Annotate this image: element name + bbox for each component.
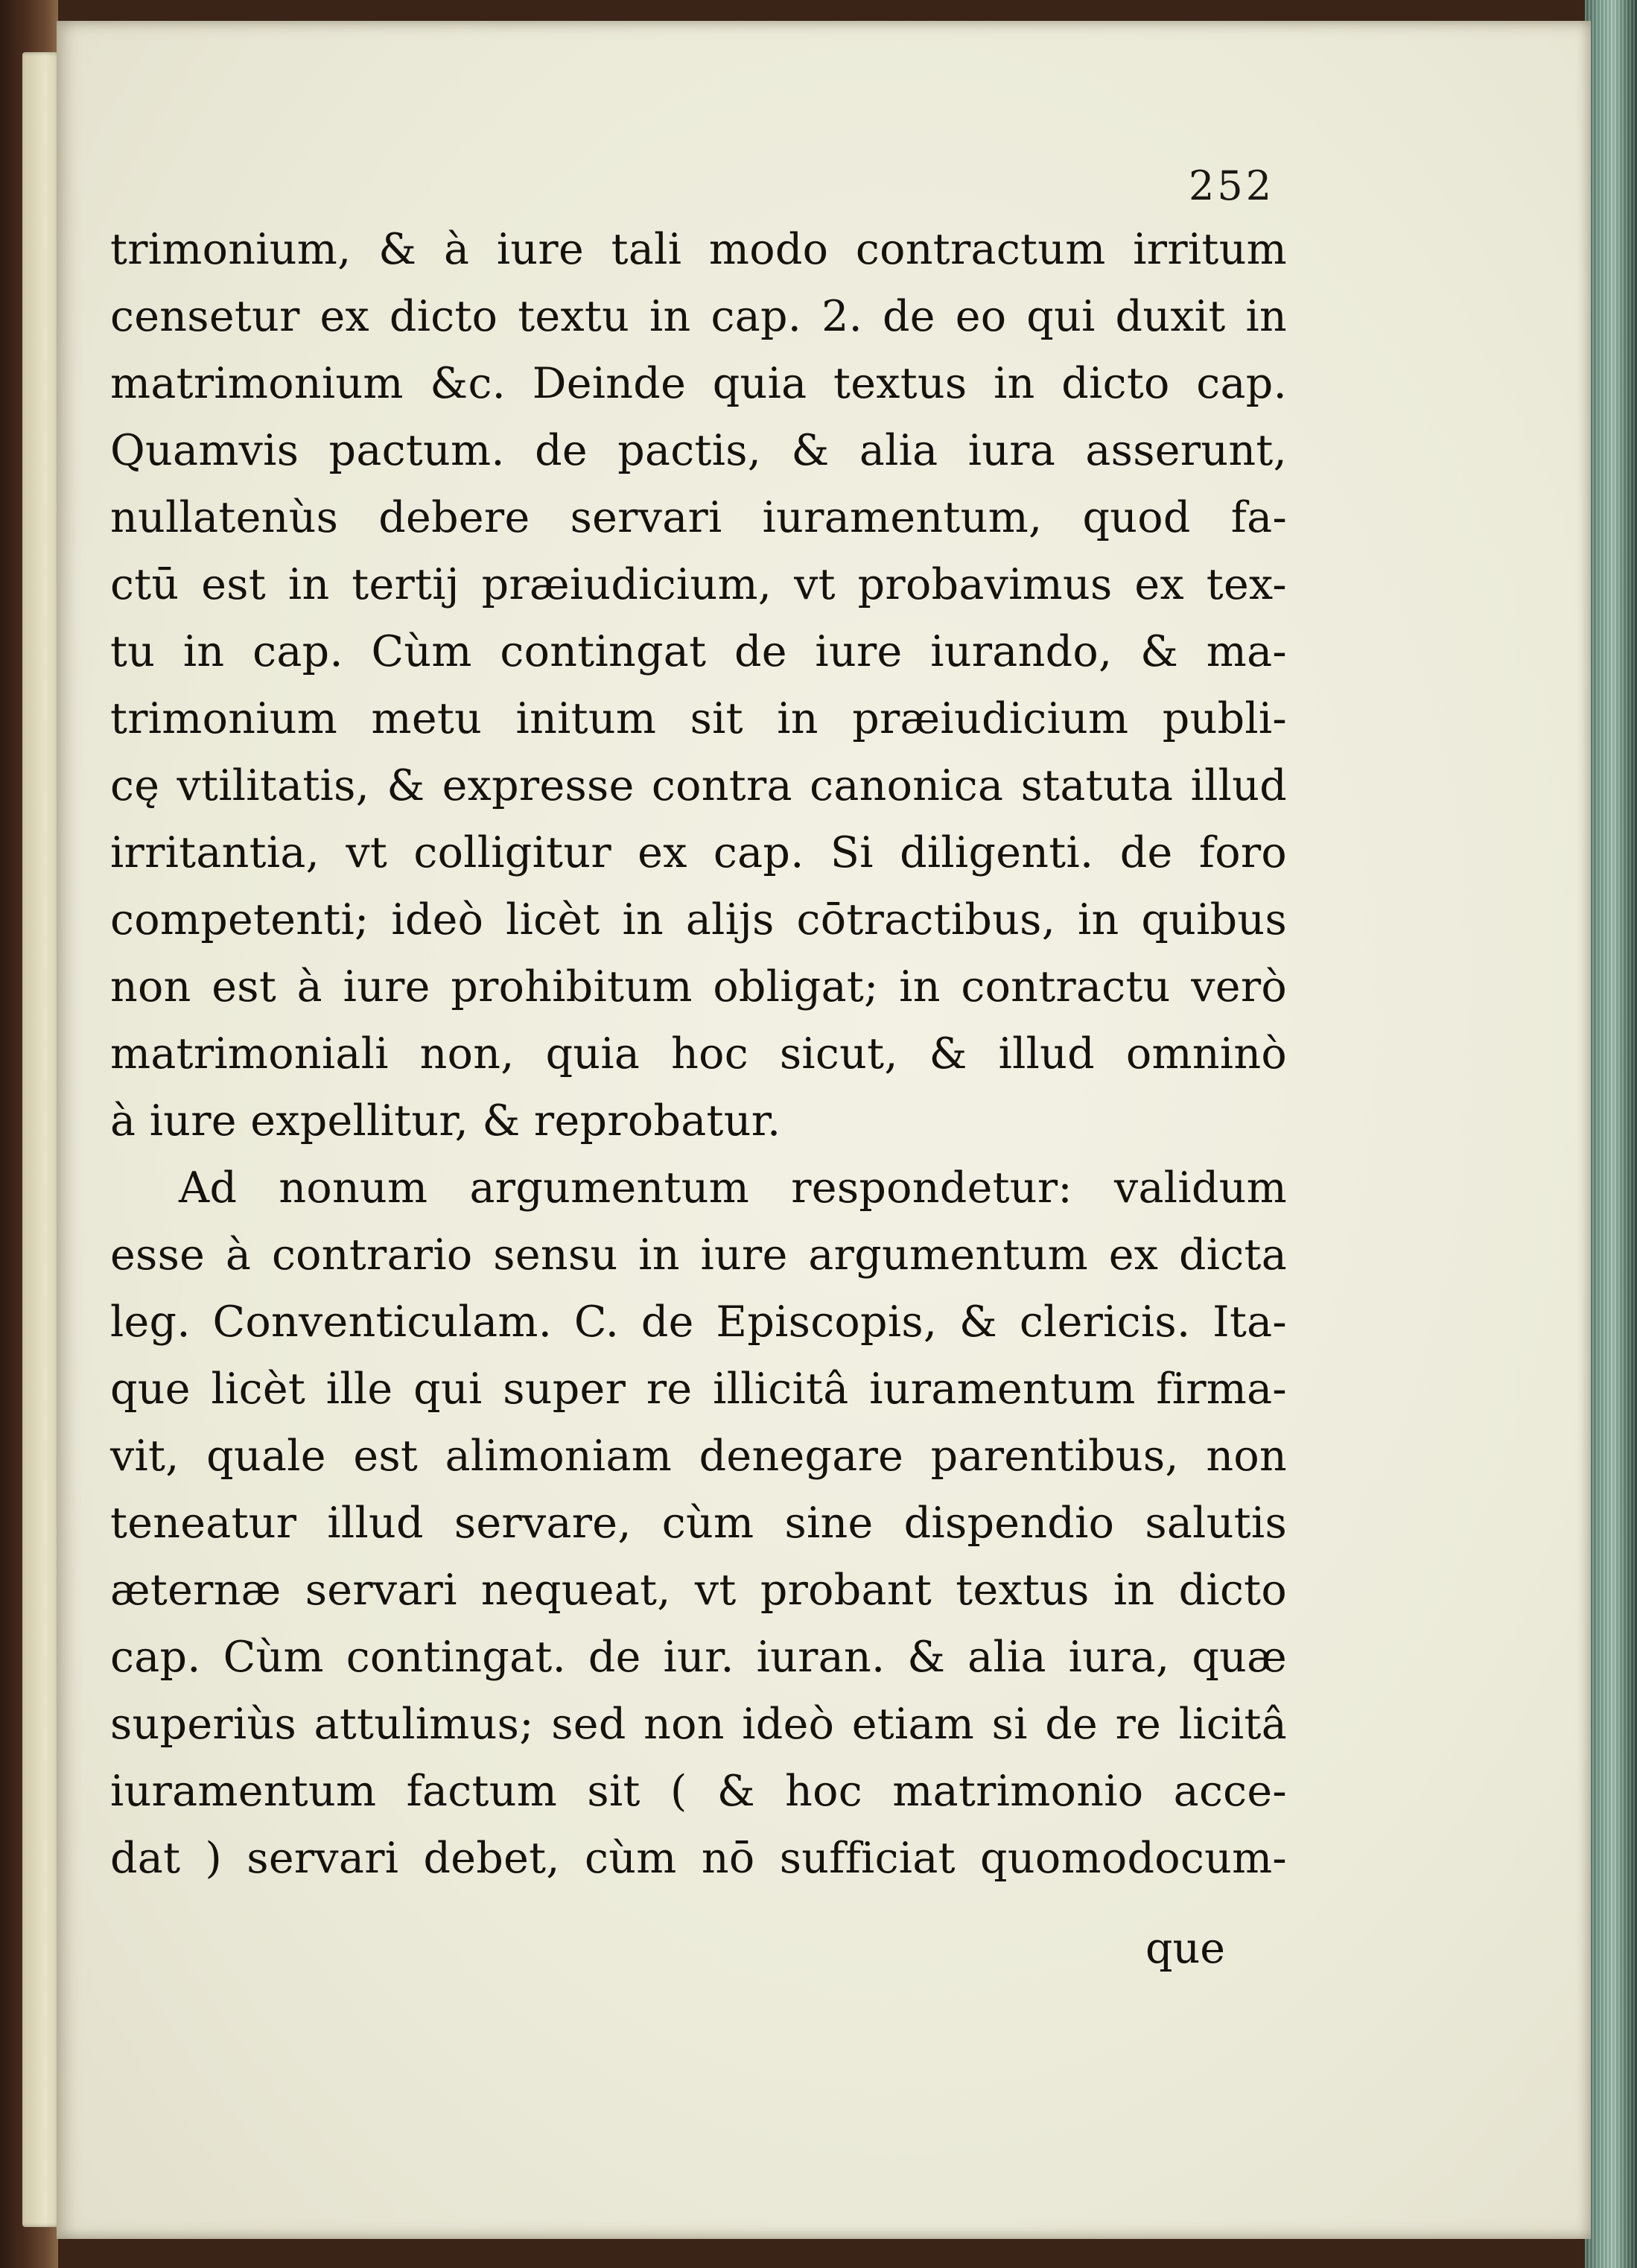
text-line: matrimoniali non, quia hoc sicut, & illud omninò <box>110 1029 1287 1079</box>
text-line: trimonium metu initum sit in præiudicium publi- <box>110 694 1287 743</box>
catchword: que <box>1145 1924 1225 1973</box>
text-line: competenti; ideò licèt in alijs cōtractibus, in quibus <box>110 895 1287 944</box>
text-line: censetur ex dicto textu in cap. 2. de eo qui duxit in <box>110 292 1287 341</box>
text-line: iuramentum factum sit ( & hoc matrimonio acce- <box>110 1767 1287 1816</box>
text-line: dat ) servari debet, cùm nō sufficiat quomodocum- <box>110 1834 1287 1883</box>
page-fore-edge <box>1585 0 1637 2268</box>
text-line: matrimonium &c. Deinde quia textus in dicto cap. <box>110 359 1287 408</box>
text-line: nullatenùs debere servari iuramentum, quod fa- <box>110 493 1287 542</box>
text-line: æternæ servari nequeat, vt probant textus in dicto <box>110 1566 1287 1615</box>
text-line: superiùs attulimus; sed non ideò etiam si de re licitâ <box>110 1700 1287 1749</box>
text-line: teneatur illud servare, cùm sine dispendio salutis <box>110 1499 1287 1548</box>
text-line: que licèt ille qui super re illicitâ iuramentum firma- <box>110 1365 1287 1414</box>
text-line: leg. Conventiculam. C. de Episcopis, & clericis. Ita- <box>110 1297 1287 1347</box>
text-line: non est à iure prohibitum obligat; in contractu verò <box>110 962 1287 1011</box>
text-line: Ad nonum argumentum respondetur: validum <box>179 1163 1287 1213</box>
text-line: vit, quale est alimoniam denegare parentibus, non <box>110 1432 1287 1481</box>
text-line: à iure expellitur, & reprobatur. <box>110 1096 781 1146</box>
text-line: Quamvis pactum. de pactis, & alia iura asserunt, <box>110 426 1287 475</box>
page-number: 252 <box>1189 162 1275 209</box>
text-block <box>110 216 1287 1892</box>
text-line: ctū est in tertij præiudicium, vt probavimus ex tex- <box>110 560 1287 609</box>
book-page <box>57 21 1591 2239</box>
text-line: tu in cap. Cùm contingat de iure iurando, & ma- <box>110 627 1287 676</box>
text-line: cap. Cùm contingat. de iur. iuran. & alia iura, quæ <box>110 1633 1287 1682</box>
previous-page-edge <box>22 52 61 2227</box>
text-line: trimonium, & à iure tali modo contractum irritum <box>110 225 1287 274</box>
text-line: irritantia, vt colligitur ex cap. Si diligenti. de foro <box>110 828 1287 877</box>
text-line: esse à contrario sensu in iure argumentum ex dicta <box>110 1230 1287 1280</box>
text-line: cę vtilitatis, & expresse contra canonica statuta illud <box>110 761 1287 810</box>
